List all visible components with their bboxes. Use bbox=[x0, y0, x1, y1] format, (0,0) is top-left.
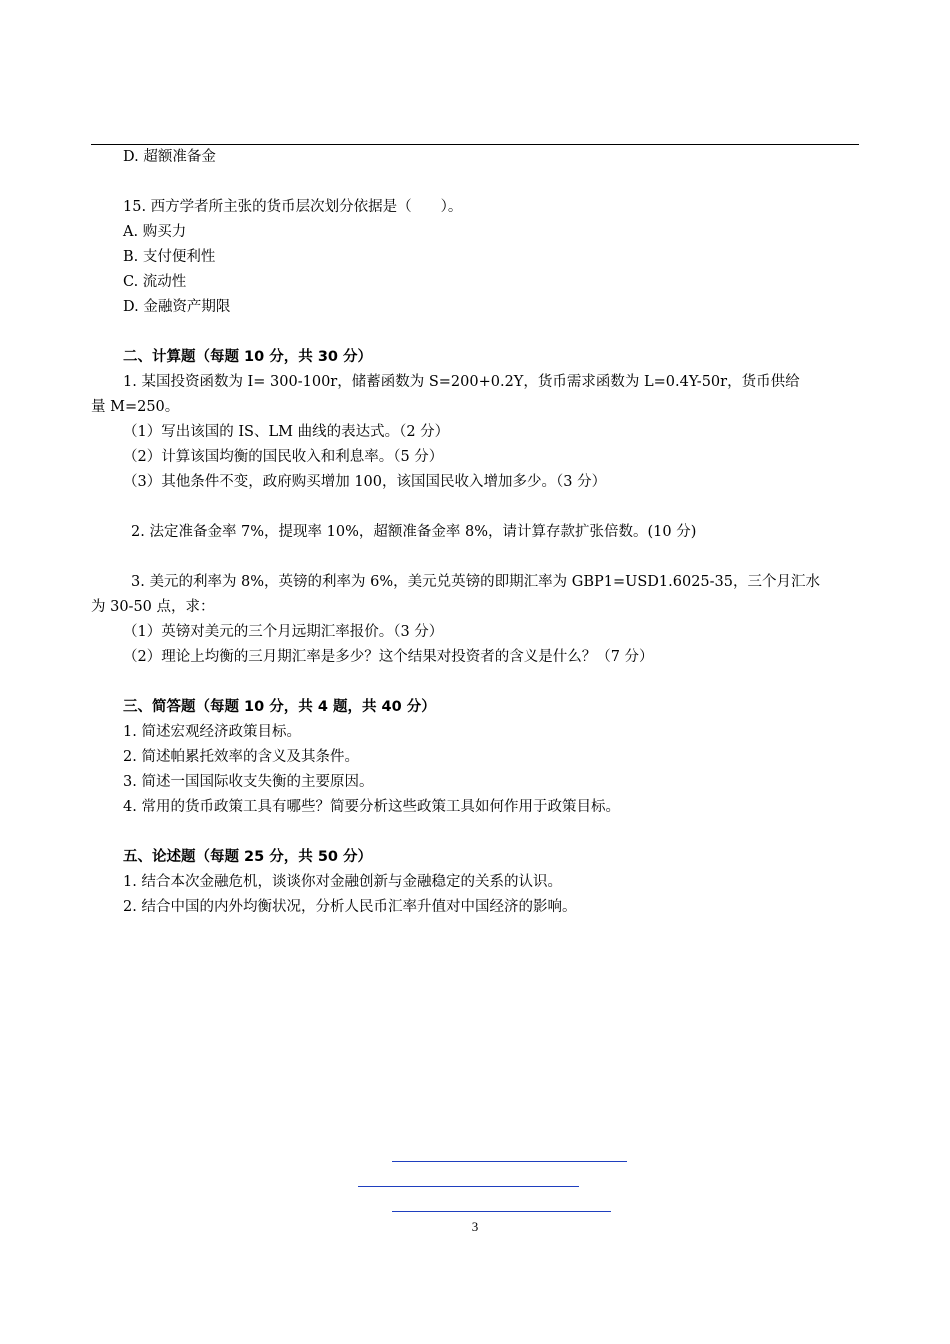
s2-q2: 2. 法定准备金率 7%，提现率 10%，超额准备金率 8%，请计算存款扩张倍数。(10 分) bbox=[131, 524, 697, 540]
header-rule bbox=[91, 144, 859, 145]
section2-heading: 二、计算题（每题 10 分，共 30 分） bbox=[123, 349, 373, 365]
q15-option-a: A. 购买力 bbox=[123, 224, 187, 240]
s2-q1-line2: 量 M=250。 bbox=[91, 399, 180, 415]
s2-q3-line2: 为 30-50 点，求： bbox=[91, 599, 215, 615]
footer-link-line-3[interactable] bbox=[392, 1211, 611, 1212]
s3-item-2: 2. 简述帕累托效率的含义及其条件。 bbox=[123, 749, 359, 765]
q15-option-d: D. 金融资产期限 bbox=[123, 299, 231, 315]
q15-option-c: C. 流动性 bbox=[123, 274, 187, 290]
q14-option-d: D. 超额准备金 bbox=[123, 149, 216, 165]
s2-q3-line1: 3. 美元的利率为 8%，英镑的利率为 6%，美元兑英镑的即期汇率为 GBP1=USD1.6025-35，三个月汇水 bbox=[131, 574, 821, 590]
s2-q1-sub3: （3）其他条件不变，政府购买增加 100，该国国民收入增加多少。（3 分） bbox=[123, 474, 607, 490]
section3-heading: 三、简答题（每题 10 分，共 4 题，共 40 分） bbox=[123, 699, 436, 715]
s5-item-2: 2. 结合中国的内外均衡状况，分析人民币汇率升值对中国经济的影响。 bbox=[123, 899, 577, 915]
footer-link-line-2[interactable] bbox=[358, 1186, 579, 1187]
footer-link-line-1[interactable] bbox=[392, 1161, 627, 1162]
s3-item-3: 3. 简述一国国际收支失衡的主要原因。 bbox=[123, 774, 374, 790]
q15-option-b: B. 支付便利性 bbox=[123, 249, 216, 265]
s3-item-4: 4. 常用的货币政策工具有哪些？简要分析这些政策工具如何作用于政策目标。 bbox=[123, 799, 620, 815]
s2-q1-line1: 1. 某国投资函数为 I= 300-100r，储蓄函数为 S=200+0.2Y，货币需求函数为 L=0.4Y-50r，货币供给 bbox=[123, 374, 800, 390]
s2-q3-sub2: （2）理论上均衡的三月期汇率是多少？这个结果对投资者的含义是什么？（7 分） bbox=[123, 649, 654, 665]
q15-stem: 15. 西方学者所主张的货币层次划分依据是（ ）。 bbox=[123, 199, 463, 215]
section5-heading: 五、论述题（每题 25 分，共 50 分） bbox=[123, 849, 373, 865]
s5-item-1: 1. 结合本次金融危机，谈谈你对金融创新与金融稳定的关系的认识。 bbox=[123, 874, 562, 890]
s2-q1-sub2: （2）计算该国均衡的国民收入和利息率。（5 分） bbox=[123, 449, 444, 465]
s2-q3-sub1: （1）英镑对美元的三个月远期汇率报价。（3 分） bbox=[123, 624, 444, 640]
s2-q1-sub1: （1）写出该国的 IS、LM 曲线的表达式。（2 分） bbox=[123, 424, 450, 440]
page-number: 3 bbox=[471, 1219, 479, 1234]
s3-item-1: 1. 简述宏观经济政策目标。 bbox=[123, 724, 301, 740]
